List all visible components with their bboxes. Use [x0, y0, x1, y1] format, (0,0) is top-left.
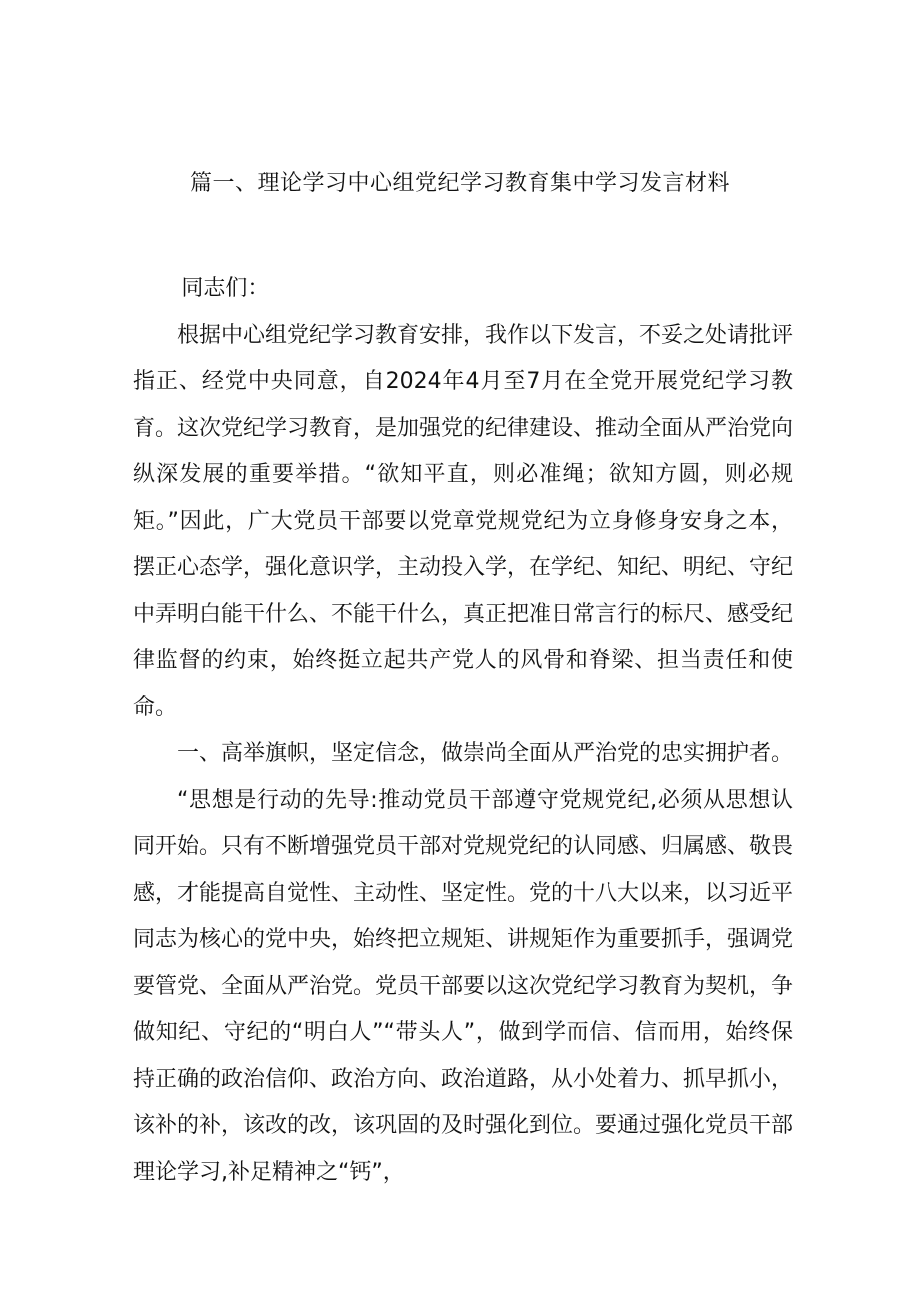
document-title: 篇一、理论学习中心组党纪学习教育集中学习发言材料	[189, 171, 730, 196]
paragraph-section-1: “思想是行动的先导:推动党员干部遵守党规党纪,必须从思想认同开始。只有不断增强党员干部对党规党纪的认同感、归属感、敬畏感，才能提高自觉性、主动性、坚定性。党的十八大以来，以习近平同志为核心的党中央，始终把立规矩、讲规矩作为重要抓手，强调党要管党、全面从严治党。党员干部要以这次党纪学习教育为契机，争做知纪、守纪的“明白人”“带头人”，做到学而信、信而用，始终保持正确的政治信仰、政治方向、政治道路，从小处着力、抓早抓小，该补的补，该改的改，该巩固的及时强化到位。要通过强化党员干部理论学习,补足精神之“钙”，	[133, 787, 794, 1185]
document-body	[133, 266, 793, 1196]
section-heading-1: 一、高举旗帜，坚定信念，做崇尚全面从严治党的忠实拥护者。	[177, 741, 794, 766]
paragraph-intro: 根据中心组党纪学习教育安排，我作以下发言，不妥之处请批评指正、经党中央同意，自2024年4月至7月在全党开展党纪学习教育。这次党纪学习教育，是加强党的纪律建设、推动全面从严治党向纵深发展的重要举措。“欲知平直，则必准绳；欲知方圆，则必规矩。”因此，广大党员干部要以党章党规党纪为立身修身安身之本，摆正心态学，强化意识学，主动投入学，在学纪、知纪、明纪、守纪中弄明白能干什么、不能干什么，真正把准日常言行的标尺、感受纪律监督的约束，始终挺立起共产党人的风骨和脊梁、担当责任和使命。	[133, 322, 794, 720]
salutation: 同志们：	[181, 276, 270, 301]
